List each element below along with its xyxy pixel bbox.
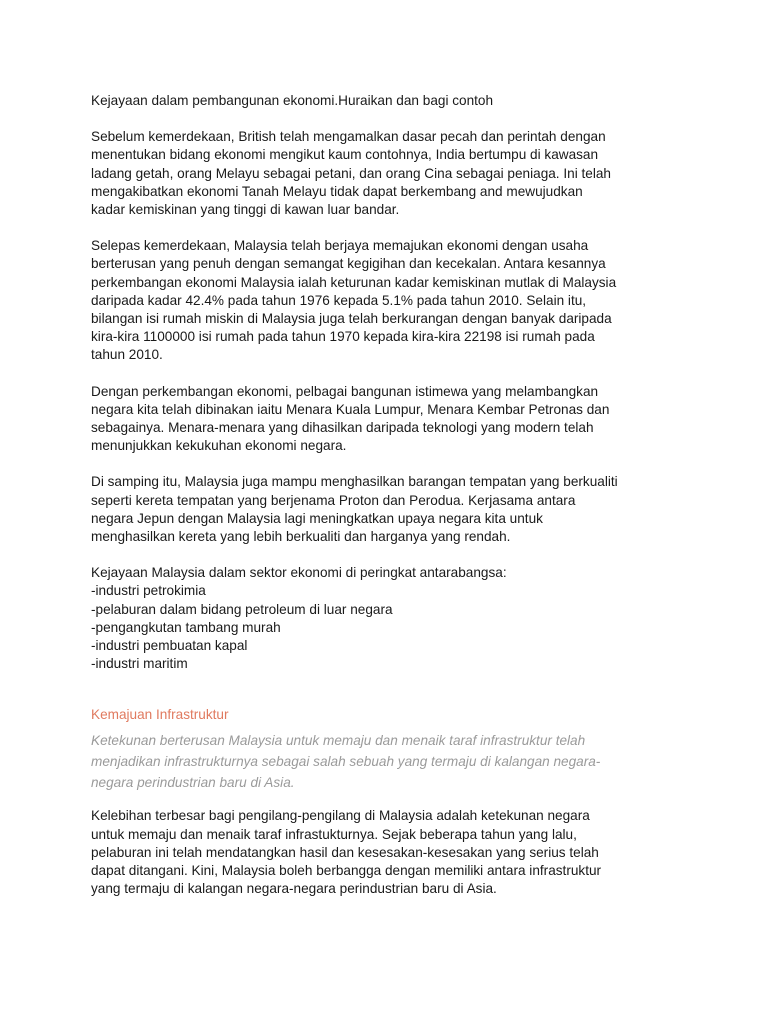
paragraph-4 xyxy=(91,473,691,546)
paragraph-3 xyxy=(91,383,691,456)
paragraph-line: Sebelum kemerdekaan, British telah mengamalkan dasar pecah dan perintah dengan xyxy=(91,129,606,145)
paragraph-line: daripada kadar 42.4% pada tahun 1976 kepada 5.1% pada tahun 2010. Selain itu, xyxy=(91,292,587,308)
intro-line: negara perindustrian baru di Asia. xyxy=(91,775,295,791)
paragraph-line: bilangan isi rumah miskin di Malaysia juga telah berkurangan dengan banyak daripada xyxy=(91,311,612,327)
paragraph-2 xyxy=(91,237,691,364)
paragraph-line: untuk memaju dan menaik taraf infrastukturnya. Sejak beberapa tahun yang lalu, xyxy=(91,826,577,842)
paragraph-line: negara kita telah dibinakan iaitu Menara Kuala Lumpur, Menara Kembar Petronas dan xyxy=(91,401,610,417)
paragraph-line: tahun 2010. xyxy=(91,347,163,363)
paragraph-line: menunjukkan kekukuhan ekonomi negara. xyxy=(91,438,347,454)
list-item: -industri petrokimia xyxy=(91,583,206,599)
list-item: -industri pembuatan kapal xyxy=(91,638,248,654)
section-intro xyxy=(91,730,691,793)
list-item: -industri maritim xyxy=(91,656,188,672)
paragraph-line: ladang getah, orang Melayu sebagai petani, dan orang Cina sebagai peniaga. Ini telah xyxy=(91,165,611,181)
section-heading: Kemajuan Infrastruktur xyxy=(91,707,229,723)
paragraph-line: Di samping itu, Malaysia juga mampu menghasilkan barangan tempatan yang berkualiti xyxy=(91,474,618,490)
paragraph-line: kira-kira 1100000 isi rumah pada tahun 1970 kepada kira-kira 22198 isi rumah pada xyxy=(91,329,595,345)
paragraph-line: berterusan yang penuh dengan semangat kegigihan dan kecekalan. Antara kesannya xyxy=(91,256,606,272)
paragraph-line: Selepas kemerdekaan, Malaysia telah berjaya memajukan ekonomi dengan usaha xyxy=(91,238,589,254)
paragraph-line: pelaburan ini telah mendatangkan hasil dan kesesakan-kesesakan yang serius telah xyxy=(91,844,599,860)
paragraph-line: Dengan perkembangan ekonomi, pelbagai bangunan istimewa yang melambangkan xyxy=(91,383,599,399)
paragraph-line: menentukan bidang ekonomi mengikut kaum contohnya, India bertumpu di kawasan xyxy=(91,147,599,163)
paragraph-line: perkembangan ekonomi Malaysia ialah keturunan kadar kemiskinan mutlak di Malaysia xyxy=(91,274,617,290)
paragraph-line: mengakibatkan ekonomi Tanah Melayu tidak dapat berkembang and mewujudkan xyxy=(91,183,583,199)
list-item: -pengangkutan tambang murah xyxy=(91,619,281,635)
paragraph-line: yang termaju di kalangan negara-negara perindustrian baru di Asia. xyxy=(91,881,497,897)
paragraph-line: seperti kereta tempatan yang berjenama Proton dan Perodua. Kerjasama antara xyxy=(91,492,576,508)
paragraph-line: kadar kemiskinan yang tinggi di kawan luar bandar. xyxy=(91,202,400,218)
paragraph-line: sebagainya. Menara-menara yang dihasilkan daripada teknologi yang modern telah xyxy=(91,420,594,436)
achievement-list-block xyxy=(91,564,691,673)
list-item: -pelaburan dalam bidang petroleum di luar negara xyxy=(91,601,393,617)
achievement-list xyxy=(91,582,691,673)
document-body xyxy=(91,92,691,899)
section-body xyxy=(91,807,691,898)
document-title: Kejayaan dalam pembangunan ekonomi.Huraikan dan bagi contoh xyxy=(91,93,494,108)
intro-line: Ketekunan berterusan Malaysia untuk memaju dan menaik taraf infrastruktur telah xyxy=(91,733,586,749)
list-intro: Kejayaan Malaysia dalam sektor ekonomi di peringkat antarabangsa: xyxy=(91,565,507,581)
intro-line: menjadikan infrastrukturnya sebagai salah sebuah yang termaju di kalangan negara- xyxy=(91,754,601,770)
paragraph-line: menghasilkan kereta yang lebih berkualiti dan harganya yang rendah. xyxy=(91,529,511,545)
paragraph-1 xyxy=(91,128,691,219)
paragraph-line: negara Jepun dengan Malaysia lagi meningkatkan upaya negara kita untuk xyxy=(91,510,543,526)
paragraph-line: dapat ditangani. Kini, Malaysia boleh berbangga dengan memiliki antara infrastruktur xyxy=(91,863,602,879)
paragraph-line: Kelebihan terbesar bagi pengilang-pengilang di Malaysia adalah ketekunan negara xyxy=(91,808,590,824)
